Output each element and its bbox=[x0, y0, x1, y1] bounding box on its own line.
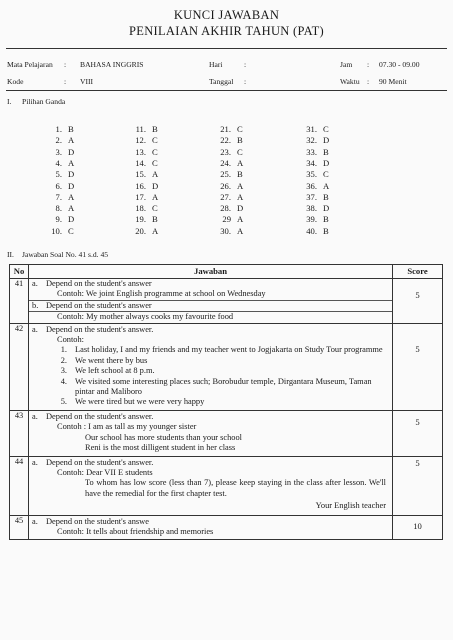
answer-letter: A bbox=[237, 214, 244, 225]
answer-key-item bbox=[42, 192, 112, 202]
table-row bbox=[10, 323, 443, 410]
question-number: 29 bbox=[222, 214, 231, 225]
answer-letter: C bbox=[152, 203, 158, 214]
question-number: 7. bbox=[55, 191, 62, 202]
answer-letter: B bbox=[323, 214, 329, 225]
list-item: 5. We were tired but we were very happy bbox=[60, 397, 205, 407]
answer-letter: A bbox=[237, 180, 244, 191]
header-score: Score bbox=[393, 265, 443, 279]
question-number: 33. bbox=[306, 146, 317, 157]
question-number: 13. bbox=[135, 146, 146, 157]
question-number: 24. bbox=[220, 157, 231, 168]
answer-cell bbox=[29, 323, 393, 410]
answer-letter: A bbox=[237, 191, 244, 202]
question-number: 23. bbox=[220, 146, 231, 157]
answer-key-item bbox=[211, 135, 281, 145]
answer-example: Contoh: Dear VII E students bbox=[57, 467, 153, 477]
answer-letter: A bbox=[237, 225, 244, 236]
answer-key-item bbox=[42, 226, 112, 236]
answer-letter: B bbox=[237, 135, 243, 146]
question-number: 25. bbox=[220, 169, 231, 180]
answer-note-body: To whom has low score (less than 7), please keep staying in the class after lesson. We'll have the remedial for the first chapter test. bbox=[85, 478, 386, 498]
question-number: 21. bbox=[220, 124, 231, 134]
answer-letter: C bbox=[237, 146, 243, 157]
answer-letter: B bbox=[152, 214, 158, 225]
answer-letter: A bbox=[68, 203, 75, 214]
answer-key-item bbox=[126, 158, 196, 168]
answer-key-item bbox=[297, 226, 367, 236]
answer-letter: B bbox=[68, 124, 74, 134]
list-item: 2. We went there by bus bbox=[60, 355, 148, 365]
question-number: 39. bbox=[306, 214, 317, 225]
essay-answer-table bbox=[9, 264, 443, 540]
answer-signature: Your English teacher bbox=[315, 501, 386, 511]
answer-letter: A bbox=[237, 157, 244, 168]
answer-key-item bbox=[211, 181, 281, 191]
section-number: I. bbox=[7, 97, 12, 106]
question-number: 28. bbox=[220, 203, 231, 214]
colon: : bbox=[367, 77, 370, 86]
answer-letter: C bbox=[152, 146, 158, 157]
subject-label: Mata Pelajaran bbox=[7, 60, 53, 69]
day-label: Hari bbox=[209, 60, 223, 69]
question-number: 2. bbox=[55, 135, 62, 146]
answer-key-item bbox=[42, 135, 112, 145]
time-value: 07.30 - 09.00 bbox=[379, 60, 420, 69]
duration-label: Waktu bbox=[340, 77, 360, 86]
answer-letter: A bbox=[68, 191, 75, 202]
answer-letter: C bbox=[152, 157, 158, 168]
question-number: 8. bbox=[55, 203, 62, 214]
question-number: 3. bbox=[55, 146, 62, 157]
answer-key-item bbox=[211, 226, 281, 236]
header-no: No bbox=[10, 265, 29, 279]
question-number: 41 bbox=[10, 279, 29, 324]
answer-letter: D bbox=[68, 180, 75, 191]
answer-letter: B bbox=[323, 191, 329, 202]
answer-text: Depend on the student's answer. bbox=[46, 324, 154, 334]
score-cell bbox=[393, 323, 443, 410]
answer-key-item bbox=[297, 192, 367, 202]
question-number: 20. bbox=[135, 225, 146, 236]
answer-list bbox=[29, 345, 392, 409]
answer-letter: C bbox=[323, 124, 329, 134]
header-divider bbox=[6, 48, 447, 49]
item-label: a. bbox=[32, 279, 38, 288]
answer-letter: A bbox=[68, 157, 75, 168]
score-value: 5 bbox=[415, 290, 420, 300]
document-title: KUNCI JAWABAN bbox=[173, 8, 280, 22]
answer-key-item bbox=[211, 124, 281, 134]
answer-key-item bbox=[42, 147, 112, 157]
answer-key-item bbox=[126, 192, 196, 202]
answer-key-item bbox=[211, 158, 281, 168]
score-value: 5 bbox=[415, 343, 420, 354]
answer-key-item bbox=[42, 214, 112, 224]
answer-example: Contoh : I am as tall as my younger sister bbox=[57, 422, 197, 432]
answer-text: Depend on the student's answer. bbox=[46, 411, 154, 421]
answer-letter: D bbox=[68, 169, 75, 180]
answer-letter: D bbox=[68, 214, 75, 225]
question-number: 40. bbox=[306, 225, 317, 236]
answer-key-item bbox=[126, 147, 196, 157]
item-label: a. bbox=[32, 457, 38, 467]
document-subtitle: PENILAIAN AKHIR TAHUN (PAT) bbox=[129, 24, 324, 38]
question-number: 44 bbox=[10, 456, 29, 515]
answer-letter: A bbox=[152, 191, 159, 202]
answer-key-item bbox=[297, 147, 367, 157]
answer-letter: D bbox=[323, 157, 330, 168]
answer-text: Depend on the student's answer bbox=[46, 279, 152, 288]
answer-key-item bbox=[211, 214, 281, 224]
subject-value: BAHASA INGGRIS bbox=[80, 60, 144, 69]
answer-key-item bbox=[211, 147, 281, 157]
answer-cell bbox=[29, 410, 393, 456]
question-number: 6. bbox=[55, 180, 62, 191]
score-cell bbox=[393, 410, 443, 456]
duration-value: 90 Menit bbox=[379, 77, 407, 86]
answer-cell bbox=[29, 279, 393, 324]
section-title: Pilihan Ganda bbox=[22, 97, 66, 106]
table-row bbox=[10, 279, 443, 324]
answer-example-line: Reni is the most dilligent student in her class bbox=[85, 443, 236, 453]
answer-letter: D bbox=[152, 180, 159, 191]
answer-letter: B bbox=[323, 146, 329, 157]
answer-text: Depend on the student's answer. bbox=[46, 457, 154, 467]
score-cell bbox=[393, 515, 443, 540]
answer-key-item bbox=[42, 124, 112, 134]
question-number: 11. bbox=[135, 124, 146, 134]
answer-key-item bbox=[126, 135, 196, 145]
answer-letter: A bbox=[68, 135, 75, 146]
answer-key-item bbox=[297, 124, 367, 134]
score-value: 5 bbox=[415, 416, 420, 427]
answer-letter: B bbox=[152, 124, 158, 134]
question-number: 4. bbox=[55, 157, 62, 168]
question-number: 12. bbox=[135, 135, 146, 146]
answer-key-item bbox=[42, 203, 112, 213]
table-row bbox=[10, 410, 443, 456]
question-number: 42 bbox=[10, 323, 29, 410]
answer-key-item bbox=[126, 214, 196, 224]
question-number: 27. bbox=[220, 191, 231, 202]
item-label: a. bbox=[32, 324, 38, 334]
question-number: 35. bbox=[306, 169, 317, 180]
question-number: 32. bbox=[306, 135, 317, 146]
question-number: 10. bbox=[51, 225, 62, 236]
list-item: 4. We visited some interesting places such; Borobudur temple, Dirgantara Museum, Taman pintar and Maliboro bbox=[60, 376, 372, 397]
question-number: 15. bbox=[135, 169, 146, 180]
question-number: 43 bbox=[10, 410, 29, 456]
item-label: a. bbox=[32, 516, 38, 526]
time-label: Jam bbox=[340, 60, 353, 69]
answer-letter: C bbox=[237, 124, 243, 134]
answer-letter: D bbox=[323, 135, 330, 146]
answer-key-item bbox=[211, 192, 281, 202]
answer-example-line: Our school has more students than your school bbox=[85, 432, 243, 442]
question-number: 45 bbox=[10, 515, 29, 540]
date-label: Tanggal bbox=[209, 77, 234, 86]
header-answer: Jawaban bbox=[29, 265, 393, 279]
answer-letter: B bbox=[323, 225, 329, 236]
answer-letter: D bbox=[68, 146, 75, 157]
colon: : bbox=[244, 60, 247, 69]
answer-example-label: Contoh: bbox=[57, 335, 84, 345]
answer-key-item bbox=[126, 169, 196, 179]
answer-example: Contoh: My mother always cooks my favourite food bbox=[29, 311, 392, 322]
question-number: 1. bbox=[55, 124, 62, 134]
question-number: 36. bbox=[306, 180, 317, 191]
answer-key-item bbox=[297, 158, 367, 168]
question-number: 30. bbox=[220, 225, 231, 236]
item-label: a. bbox=[32, 411, 38, 421]
score-cell bbox=[393, 279, 443, 324]
answer-key-item bbox=[297, 203, 367, 213]
table-header-row bbox=[10, 265, 443, 279]
answer-key-item bbox=[211, 169, 281, 179]
item-label: b. bbox=[32, 300, 39, 310]
question-number: 17. bbox=[135, 191, 146, 202]
answer-letter: D bbox=[323, 203, 330, 214]
code-value: VIII bbox=[80, 77, 94, 86]
list-item: 1. Last holiday, I and my friends and my teacher went to Jogjakarta on Study Tour programme bbox=[60, 345, 383, 355]
answer-key-item bbox=[42, 158, 112, 168]
answer-letter: A bbox=[152, 225, 159, 236]
question-number: 9. bbox=[55, 214, 62, 225]
answer-example: Contoh: We joint English programme at school on Wednesday bbox=[57, 289, 266, 299]
section-title: Jawaban Soal No. 41 s.d. 45 bbox=[22, 250, 109, 259]
colon: : bbox=[64, 60, 67, 69]
colon: : bbox=[244, 77, 247, 86]
question-number: 22. bbox=[220, 135, 231, 146]
question-number: 34. bbox=[306, 157, 317, 168]
answer-key-item bbox=[297, 169, 367, 179]
table-row bbox=[10, 456, 443, 515]
answer-key-item bbox=[297, 135, 367, 145]
question-number: 37. bbox=[306, 191, 317, 202]
answer-key-item bbox=[126, 181, 196, 191]
question-number: 14. bbox=[135, 157, 146, 168]
list-item: 3. We left school at 8 p.m. bbox=[60, 366, 155, 376]
colon: : bbox=[367, 60, 370, 69]
colon: : bbox=[64, 77, 67, 86]
question-number: 19. bbox=[135, 214, 146, 225]
section-number: II. bbox=[7, 250, 14, 259]
answer-letter: C bbox=[323, 169, 329, 180]
answer-letter: D bbox=[237, 203, 244, 214]
answer-text: Depend on the student's answe bbox=[46, 516, 149, 526]
answer-key-item bbox=[297, 181, 367, 191]
answer-cell bbox=[29, 456, 393, 515]
answer-letter: B bbox=[237, 169, 243, 180]
question-number: 18. bbox=[135, 203, 146, 214]
answer-letter: A bbox=[152, 169, 159, 180]
meta-divider bbox=[6, 90, 447, 91]
score-value: 5 bbox=[415, 457, 420, 468]
answer-letter: C bbox=[152, 135, 158, 146]
table-row bbox=[10, 515, 443, 540]
score-value: 10 bbox=[413, 520, 422, 531]
answer-key-item bbox=[126, 203, 196, 213]
question-number: 38. bbox=[306, 203, 317, 214]
question-number: 16. bbox=[135, 180, 146, 191]
answer-key-item bbox=[126, 226, 196, 236]
answer-cell bbox=[29, 515, 393, 540]
question-number: 5. bbox=[55, 169, 62, 180]
answer-key-item bbox=[42, 169, 112, 179]
answer-letter: A bbox=[323, 180, 330, 191]
answer-key-item bbox=[297, 214, 367, 224]
answer-example: Contoh: It tells about friendship and memories bbox=[57, 526, 214, 536]
answer-text: Depend on the student's answer bbox=[46, 300, 152, 310]
answer-key-item bbox=[211, 203, 281, 213]
question-number: 26. bbox=[220, 180, 231, 191]
answer-key-item bbox=[126, 124, 196, 134]
score-cell bbox=[393, 456, 443, 515]
code-label: Kode bbox=[7, 77, 24, 86]
answer-letter: C bbox=[68, 225, 74, 236]
answer-key-item bbox=[42, 181, 112, 191]
question-number: 31. bbox=[306, 124, 317, 134]
